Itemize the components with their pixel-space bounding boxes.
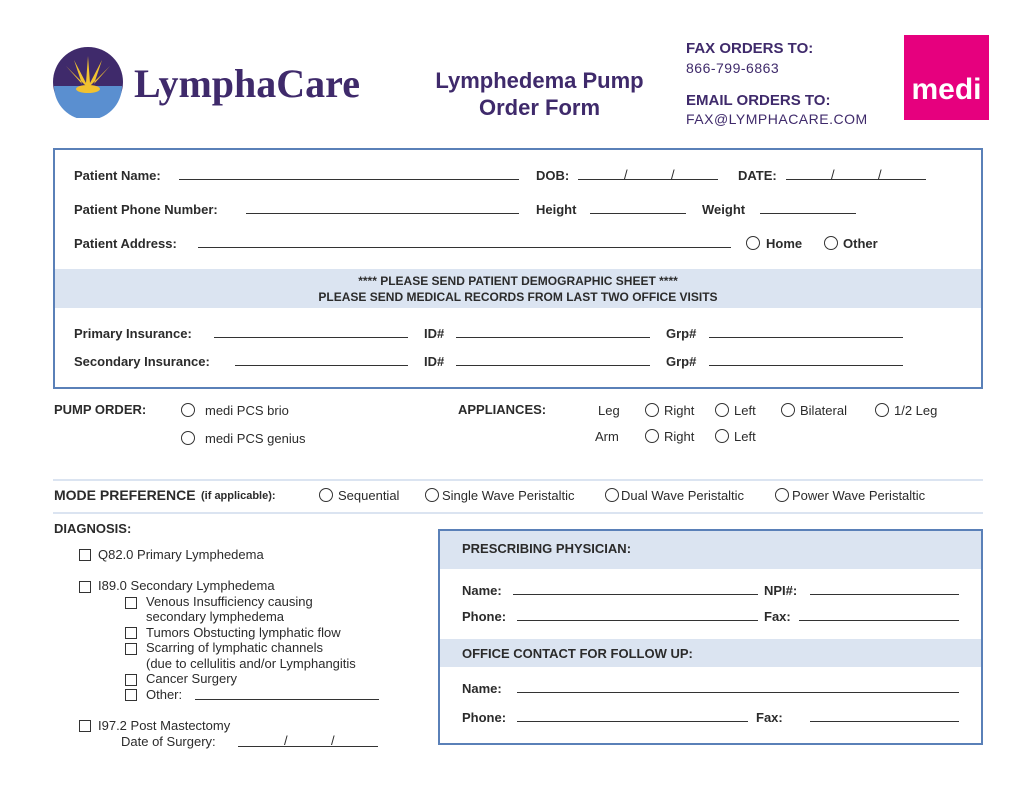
office-name-field[interactable] (517, 692, 959, 693)
physician-npi-label: NPI#: (764, 583, 798, 598)
patient-phone-field[interactable] (246, 213, 519, 214)
dob-field[interactable] (578, 179, 718, 180)
physician-phone-label: Phone: (462, 609, 507, 624)
patient-name-label: Patient Name: (74, 168, 161, 183)
height-label: Height (536, 202, 577, 217)
mode-single-radio[interactable] (425, 488, 439, 502)
mode-sequential-radio[interactable] (319, 488, 333, 502)
leg-right-radio[interactable] (645, 403, 659, 417)
leg-bilateral-radio[interactable] (781, 403, 795, 417)
date-field[interactable] (786, 179, 926, 180)
mode-dual-label: Dual Wave Peristaltic (621, 488, 745, 503)
leg-left-label: Left (734, 403, 756, 418)
venous-label-2: secondary lymphedema (146, 609, 285, 624)
mode-power-label: Power Wave Peristaltic (792, 488, 926, 503)
other-dx-field[interactable] (195, 699, 379, 700)
q82-checkbox[interactable] (79, 549, 91, 561)
appliances-label: APPLIANCES: (458, 402, 547, 417)
mode-preference-label: MODE PREFERENCE (54, 487, 196, 503)
secondary-id-label: ID# (424, 354, 445, 369)
leg-right-label: Right (664, 403, 695, 418)
notice-line-2: PLEASE SEND MEDICAL RECORDS FROM LAST TWO OFFICE VISITS (318, 290, 718, 304)
secondary-grp-label: Grp# (666, 354, 697, 369)
mode-power-radio[interactable] (775, 488, 789, 502)
physician-name-field[interactable] (513, 594, 758, 595)
scarring-label-2: (due to cellulitis and/or Lymphangitis (146, 656, 356, 671)
form-title-line1: Lymphedema Pump (435, 68, 644, 93)
other-radio[interactable] (824, 236, 838, 250)
primary-grp-field[interactable] (709, 337, 903, 338)
primary-grp-label: Grp# (666, 326, 697, 341)
office-phone-label: Phone: (462, 710, 507, 725)
date-slash-1: / (831, 167, 835, 182)
physician-name-label: Name: (462, 583, 502, 598)
leg-left-radio[interactable] (715, 403, 729, 417)
office-fax-label: Fax: (756, 710, 783, 725)
lymphacare-logo (52, 46, 124, 118)
pump-brio-label: medi PCS brio (205, 403, 289, 418)
arm-label: Arm (595, 429, 619, 444)
primary-insurance-field[interactable] (214, 337, 408, 338)
form-title-line2: Order Form (478, 95, 601, 120)
secondary-grp-field[interactable] (709, 365, 903, 366)
physician-fax-label: Fax: (764, 609, 791, 624)
diagnosis-label: DIAGNOSIS: (54, 521, 132, 536)
patient-phone-label: Patient Phone Number: (74, 202, 218, 217)
primary-insurance-label: Primary Insurance: (74, 326, 192, 341)
venous-label-1: Venous Insufficiency causing (146, 594, 313, 609)
office-name-label: Name: (462, 681, 502, 696)
surgery-slash-1: / (284, 733, 288, 748)
fax-orders-number: 866-799-6863 (686, 60, 780, 76)
arm-right-label: Right (664, 429, 695, 444)
other-dx-checkbox[interactable] (125, 689, 137, 701)
i89-checkbox[interactable] (79, 581, 91, 593)
i97-checkbox[interactable] (79, 720, 91, 732)
dob-slash-2: / (671, 167, 675, 182)
mode-top-divider (53, 479, 983, 481)
pump-genius-label: medi PCS genius (205, 431, 306, 446)
weight-label: Weight (702, 202, 746, 217)
notice-line-1: **** PLEASE SEND PATIENT DEMOGRAPHIC SHEET **** (358, 274, 678, 288)
i97-label: I97.2 Post Mastectomy (98, 718, 231, 733)
other-label: Other (843, 236, 878, 251)
tumors-checkbox[interactable] (125, 627, 137, 639)
leg-half-radio[interactable] (875, 403, 889, 417)
venous-checkbox[interactable] (125, 597, 137, 609)
home-label: Home (766, 236, 803, 251)
email-orders-label: EMAIL ORDERS TO: (686, 92, 831, 109)
weight-field[interactable] (760, 213, 856, 214)
surgery-slash-2: / (331, 733, 335, 748)
date-slash-2: / (878, 167, 882, 182)
primary-id-field[interactable] (456, 337, 650, 338)
dob-slash-1: / (624, 167, 628, 182)
office-heading: OFFICE CONTACT FOR FOLLOW UP: (462, 646, 693, 661)
scarring-label-1: Scarring of lymphatic channels (146, 640, 324, 655)
patient-address-field[interactable] (198, 247, 731, 248)
fax-orders-label: FAX ORDERS TO: (686, 40, 814, 57)
physician-fax-field[interactable] (799, 620, 959, 621)
mode-bottom-divider (53, 512, 983, 514)
q82-label: Q82.0 Primary Lymphedema (98, 547, 264, 562)
medi-logo-text: medi (911, 73, 982, 106)
mode-single-label: Single Wave Peristaltic (442, 488, 575, 503)
office-phone-field[interactable] (517, 721, 748, 722)
patient-address-label: Patient Address: (74, 236, 177, 251)
pump-genius-radio[interactable] (181, 431, 195, 445)
leg-label: Leg (598, 403, 620, 418)
height-field[interactable] (590, 213, 686, 214)
brand-name: LymphaCare (134, 61, 360, 106)
mode-dual-radio[interactable] (605, 488, 619, 502)
leg-bilateral-label: Bilateral (800, 403, 847, 418)
office-fax-field[interactable] (810, 721, 959, 722)
i89-label: I89.0 Secondary Lymphedema (98, 578, 275, 593)
leg-half-label: 1/2 Leg (894, 403, 938, 418)
arm-left-radio[interactable] (715, 429, 729, 443)
cancer-checkbox[interactable] (125, 674, 137, 686)
surgery-date-field[interactable] (238, 746, 378, 747)
tumors-label: Tumors Obstucting lymphatic flow (146, 625, 341, 640)
secondary-insurance-label: Secondary Insurance: (74, 354, 210, 369)
pump-brio-radio[interactable] (181, 403, 195, 417)
secondary-insurance-field[interactable] (235, 365, 408, 366)
patient-name-field[interactable] (179, 179, 519, 180)
surgery-date-label: Date of Surgery: (121, 734, 216, 749)
mode-preference-sublabel: (if applicable): (201, 490, 276, 502)
arm-left-label: Left (734, 429, 756, 444)
secondary-id-field[interactable] (456, 365, 650, 366)
email-orders-address: FAX@LYMPHACARE.COM (686, 111, 868, 127)
physician-npi-field[interactable] (810, 594, 959, 595)
scarring-checkbox[interactable] (125, 643, 137, 655)
date-label: DATE: (738, 168, 777, 183)
other-dx-label: Other: (146, 687, 183, 702)
mode-sequential-label: Sequential (338, 488, 400, 503)
physician-phone-field[interactable] (517, 620, 758, 621)
medi-logo (904, 35, 989, 120)
physician-heading: PRESCRIBING PHYSICIAN: (462, 541, 632, 556)
arm-right-radio[interactable] (645, 429, 659, 443)
dob-label: DOB: (536, 168, 570, 183)
primary-id-label: ID# (424, 326, 445, 341)
pump-order-label: PUMP ORDER: (54, 402, 147, 417)
sunrise-logo-icon (52, 46, 124, 118)
home-radio[interactable] (746, 236, 760, 250)
cancer-label: Cancer Surgery (146, 671, 238, 686)
